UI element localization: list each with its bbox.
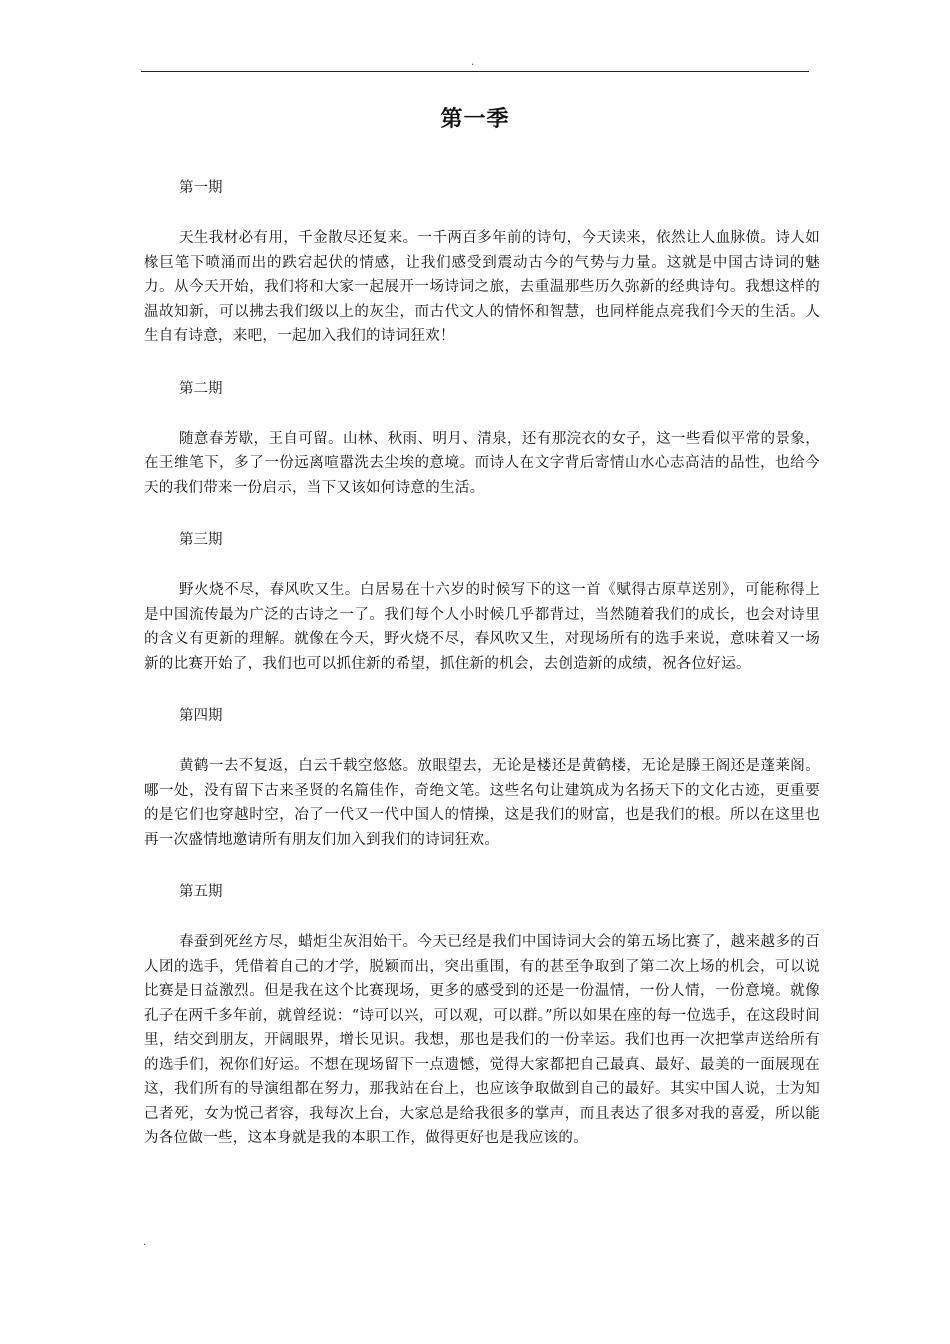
episode-section [144,880,820,1151]
episode-heading: 第二期 [179,380,223,397]
episode-section [144,528,820,676]
footer-mark: . [143,1237,147,1248]
document-body [144,176,820,1179]
page-title: 第一季 [440,106,510,132]
episode-section [144,176,820,349]
episode-paragraph: 天生我材必有用，千金散尽还复来。一千两百多年前的诗句，今天读来，依然让人血脉偾。诗人如椽巨笔下喷涌而出的跌宕起伏的情感，让我们感受到震动古今的气势与力量。这就是中国古诗词的魅力。从今天开始，我们将和大家一起展开一场诗词之旅，去重温那些历久弥新的经典诗句。我想这样的温故知新，可以拂去我们级以上的灰尘，而古代文人的情怀和智慧，也同样能点亮我们今天的生活。人生自有诗意，来吧，一起加入我们的诗词狂欢！ [144,230,820,344]
episode-paragraph: 春蚕到死丝方尽，蜡炬尘灰泪始干。今天已经是我们中国诗词大会的第五场比赛了，越来越多的百人团的选手，凭借着自己的才学，脱颖而出，突出重围，有的甚至争取到了第二次上场的机会，可以说比赛是日益激烈。但是我在这个比赛现场，更多的感受到的还是一份温情，一份人情，一份意境。就像孔子在两千多年前，就曾经说：“诗可以兴，可以观，可以群。”所以如果在座的每一位选手，在这段时间里，结交到朋友，开阔眼界，增长见识。我想，那也是我们的一份幸运。我们也再一次把掌声送给所有的选手们，祝你们好运。不想在现场留下一点遗憾，觉得大家都把自己最真、最好、最美的一面展现在这，我们所有的导演组都在努力，那我站在台上，也应该争取做到自己的最好。其实中国人说，士为知己者死，女为悦己者容，我每次上台，大家总是给我很多的掌声，而且表达了很多对我的喜爱，所以能为各位做一些，这本身就是我的本职工作，做得更好也是我应该的。 [144,934,820,1146]
episode-section [144,377,820,501]
episode-section [144,704,820,852]
episode-heading: 第三期 [179,532,223,548]
episode-paragraph: 黄鹤一去不复返，白云千载空悠悠。放眼望去，无论是楼还是黄鹤楼，无论是滕王阁还是蓬莱阁。哪一处，没有留下古来圣贤的名篇佳作，奇绝文笔。这些名句让建筑成为名扬天下的文化古迹，更重要的是它们也穿越时空，冶了一代又一代中国人的情操，这是我们的财富，也是我们的根。所以在这里也再一次盛情地邀请所有朋友们加入到我们的诗词狂欢。 [144,758,820,848]
episode-heading: 第四期 [179,708,223,724]
episode-paragraph: 野火烧不尽，春风吹又生。白居易在十六岁的时候写下的这一首《赋得古原草送别》，可能称得上是中国流传最为广泛的古诗之一了。我们每个人小时候几乎都背过，当然随着我们的成长，也会对诗里的含义有更新的理解。就像在今天，野火烧不尽，春风吹又生，对现场所有的选手来说，意味着又一场新的比赛开始了，我们也可以抓住新的希望，抓住新的机会，去创造新的成绩，祝各位好运。 [144,582,820,672]
episode-paragraph: 随意春芳歇，王自可留。山林、秋雨、明月、清泉，还有那浣衣的女子，这一些看似平常的景象，在王维笔下，多了一份远离喧嚣洗去尘埃的意境。而诗人在文字背后寄情山水心志高洁的品性，也给今天的我们带来一份启示，当下又该如何诗意的生活。 [144,430,820,496]
header-mark: . [471,57,475,68]
episode-heading: 第一期 [179,180,223,196]
episode-heading: 第五期 [179,884,223,900]
header-rule [141,71,809,72]
